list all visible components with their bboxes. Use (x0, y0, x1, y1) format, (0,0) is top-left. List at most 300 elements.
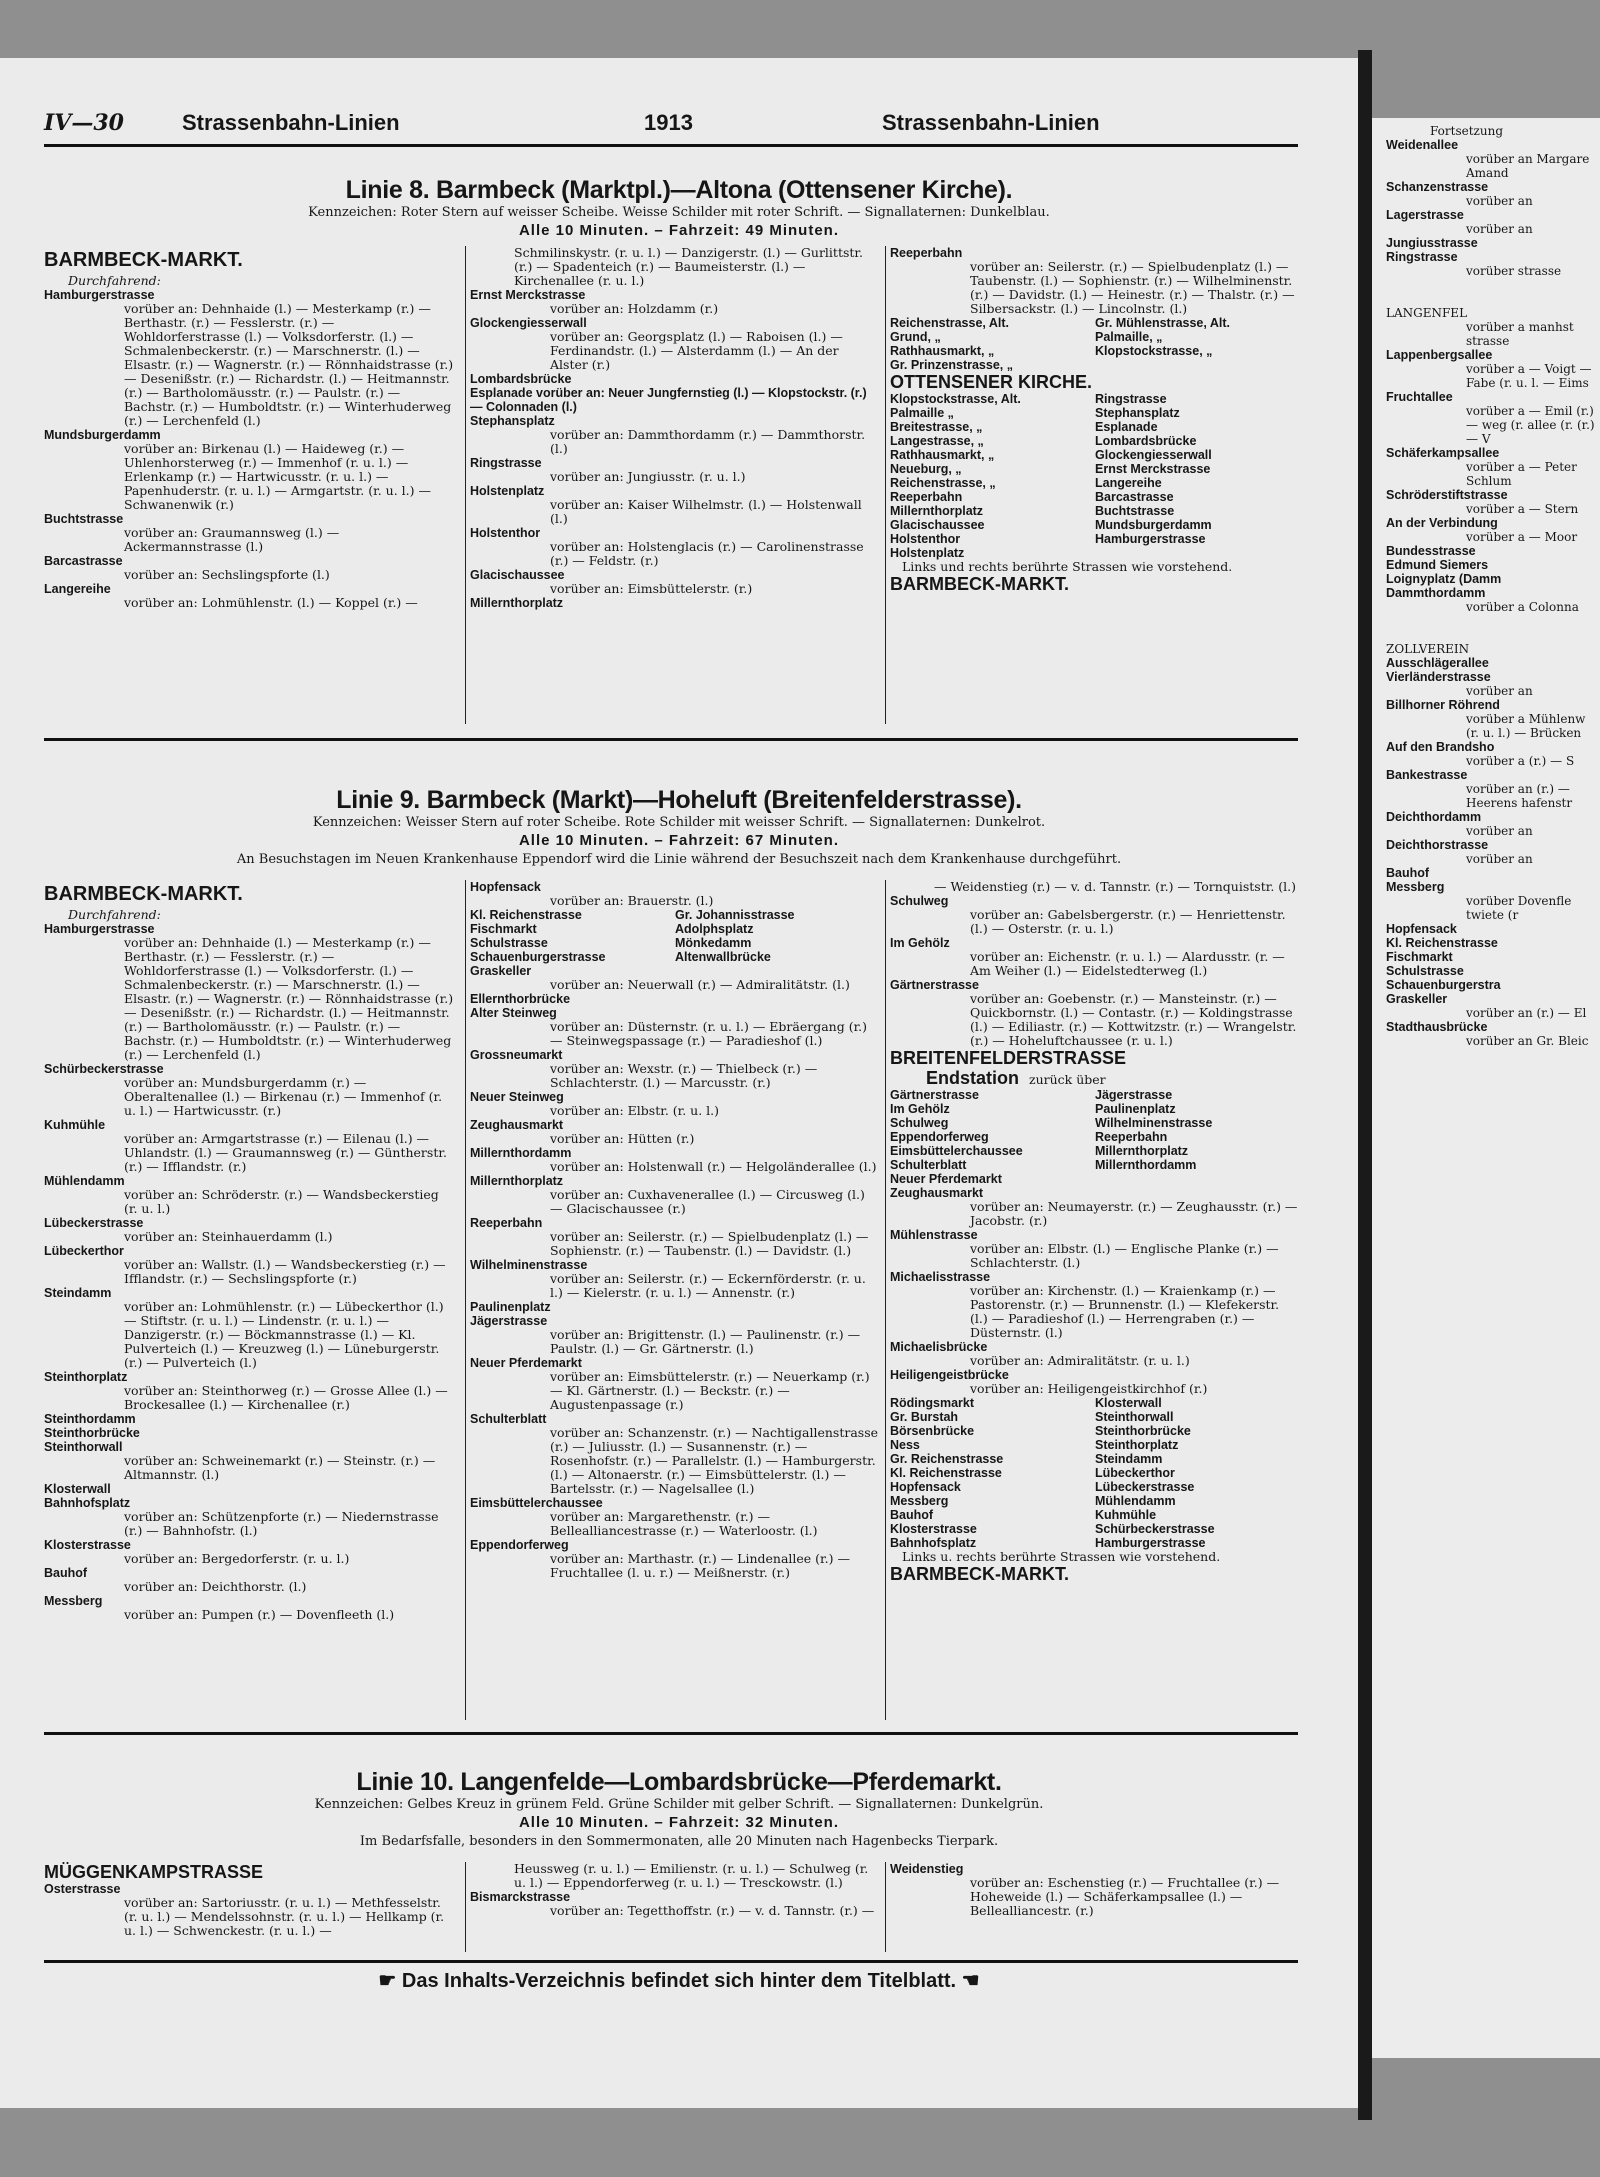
passing-streets: vorüber an: Düsternstr. (r. u. l.) — Ebräergang (r.) — Steinwegspassage (r.) — Paradieshof (l.) (550, 1019, 868, 1048)
stop-name: Gr. Mühlenstrasse, Alt. (1095, 316, 1230, 330)
line9-marks: Kennzeichen: Weisser Stern auf roter Scheibe. Rote Schilder mit weisser Schrift. — Signallaternen: Dunkelrot. (312, 815, 1046, 830)
line8-column-2 (470, 246, 880, 610)
stop-name: Rathhausmarkt, „ (890, 344, 995, 358)
stop-name: Schauenburgerstra (1386, 978, 1501, 992)
passing-streets: vorüber an: Deichthorstr. (l.) (124, 1579, 307, 1594)
passing-streets: vorüber a — Emil (r.) — weg (r. allee (r. (r.) — V (1466, 404, 1595, 446)
line8-marks: Kennzeichen: Roter Stern auf weisser Scheibe. Weisse Schilder mit roter Schrift. — Signallaternen: Dunkelblau. (308, 205, 1050, 220)
terminus-heading: LANGENFEL (1386, 306, 1468, 320)
header-left-title: Strassenbahn-Linien (182, 110, 400, 135)
passing-streets: vorüber an: Schanzenstr. (r.) — Nachtigallenstrasse (r.) — Juliusstr. (l.) — Susannenstr. (r.) — Rosenhofstr. (r.) — Parallelstr. (l.) — Hamburgerstr. (l.) — Altonaerstr. (r.) — Eimsbüttelerstr. (l.) — Bartelsstr. (r.) — Nagelsallee (l.) (550, 1425, 879, 1496)
passing-streets: vorüber a — Peter Schlum (1466, 460, 1577, 488)
stop-name: Bauhof (44, 1566, 88, 1580)
passing-streets: Heussweg (r. u. l.) — Emilienstr. (r. u. l.) — Schulweg (r. u. l.) — Eppendorferweg (r. u. l.) — Tresckowstr. (l.) (514, 1861, 869, 1890)
passing-streets: vorüber an (r.) — El (1466, 1006, 1587, 1020)
line9-column-1 (44, 880, 454, 1622)
stop-name: Schröderstiftstrasse (1386, 488, 1508, 502)
stop-name: Steindamm (44, 1286, 112, 1300)
passing-streets: vorüber an: Neuerwall (r.) — Admiralitätstr. (l.) (550, 977, 850, 992)
line9-column-2 (470, 880, 880, 1580)
stop-name: Stephansplatz (470, 414, 555, 428)
column-divider (465, 246, 466, 724)
stop-name: Reichenstrasse, „ (890, 476, 996, 490)
passing-streets: vorüber an: Pumpen (r.) — Dovenfleeth (l.) (124, 1607, 395, 1622)
stop-name: Vierländerstrasse (1386, 670, 1491, 684)
passing-streets: vorüber an: Georgsplatz (l.) — Raboisen (l.) — Ferdinandstr. (l.) — Alsterdamm (l.) — An der Alster (r.) (550, 329, 843, 372)
stop-pair-row (890, 358, 1300, 372)
stop-name: Kl. Reichenstrasse (470, 908, 582, 922)
line10-title: Linie 10. Langenfelde—Lombardsbrücke—Pferdemarkt. (356, 1768, 1002, 1796)
stop-name: Palmaille, „ (1095, 330, 1163, 344)
passing-streets: vorüber an: Steinthorweg (r.) — Grosse Allee (l.) — Brockesallee (l.) — Kirchenallee (r.) (124, 1383, 448, 1412)
stop-name: Kl. Reichenstrasse (890, 1466, 1002, 1480)
passing-streets: vorüber an: Hütten (r.) (550, 1131, 695, 1146)
passing-streets: vorüber an: Gabelsbergerstr. (r.) — Henriettenstr. (l.) — Osterstr. (r. u. l.) (970, 907, 1286, 936)
stop-pair-row (890, 420, 1300, 434)
stop-name: Messberg (1386, 880, 1445, 894)
passing-streets: vorüber an: Eichenstr. (r. u. l.) — Alardusstr. (r. — Am Weiher (l.) — Eidelstedterweg (l.) (970, 949, 1285, 978)
terminus-heading: BARMBECK-MARKT. (890, 1564, 1069, 1584)
stop-pair-row (890, 1424, 1300, 1438)
stop-pair-row (470, 908, 880, 922)
line9-note: An Besuchstagen im Neuen Krankenhause Eppendorf wird die Linie während der Besuchszeit nach dem Krankenhause durchgeführt. (236, 852, 1122, 867)
stop-name: Weidenstieg (890, 1862, 964, 1876)
passing-streets: vorüber an: Lohmühlenstr. (l.) — Koppel (r.) — (124, 595, 418, 610)
line9-frequency: Alle 10 Minuten. – Fahrzeit: 67 Minuten. (518, 832, 840, 849)
passing-streets: vorüber an: Seilerstr. (r.) — Spielbudenplatz (l.) — Sophienstr. (r.) — Taubenstr. (l.) — Davidstr. (l.) (550, 1229, 869, 1258)
stop-name: Glockengiesserwall (470, 316, 587, 330)
stop-name: Ringstrasse (470, 456, 542, 470)
stop-name: Mühlendamm (44, 1174, 125, 1188)
column-divider (885, 1862, 886, 1952)
stop-pair-row (890, 1102, 1300, 1116)
stop-name: Jungiusstrasse (1386, 236, 1478, 250)
stop-name: Dammthordamm (1386, 586, 1486, 600)
passing-streets: vorüber Dovenfle twiete (r (1466, 894, 1572, 922)
passing-streets: vorüber a — Moor (1466, 530, 1578, 544)
stop-name: Fruchtallee (1386, 390, 1453, 404)
stop-name: Klopstockstrasse, Alt. (890, 392, 1021, 406)
stop-name: Holstenthor (470, 526, 541, 540)
passing-streets: vorüber an (1466, 222, 1533, 236)
passing-streets: vorüber an Gr. Bleic (1466, 1034, 1589, 1048)
stop-name: Holstenplatz (470, 484, 545, 498)
stop-name: Millernthordamm (470, 1146, 572, 1160)
stop-name: Schanzenstrasse (1386, 180, 1489, 194)
passing-streets: vorüber an: Eimsbüttelerstr. (r.) — Neuerkamp (r.) — Kl. Gärtnerstr. (l.) — Beckstr. (r.) — Augustenpassage (r.) (550, 1369, 870, 1412)
passing-streets: vorüber an: Steinhauerdamm (l.) (124, 1229, 333, 1244)
stop-name: Esplanade vorüber an: Neuer Jungfernstieg (l.) — Klopstockstr. (r.) — Colonnaden (l.) (470, 386, 867, 414)
column-divider (465, 1862, 466, 1952)
endstation-row (890, 1068, 1300, 1088)
stop-name: Steinthorwall (1095, 1410, 1174, 1424)
stop-name: Schäferkampsallee (1386, 446, 1500, 460)
stop-name: Billhorner Röhrend (1386, 698, 1500, 712)
passing-streets: vorüber an: Dehnhaide (l.) — Mesterkamp (r.) — Berthastr. (r.) — Fesslerstr. (r.) — Wohldorferstrasse (l.) — Volksdorferstr. (l.) — Schmalenbeckerstr. (r.) — Marschnerstr. (l.) — Elsastr. (r.) — Wagnerstr. (r.) — Rönnhaidstrasse (r.) — Desenißstr. (r.) — Richardstr. (l.) — Heitmannstr. (r.) — Bartholomäusstr. (r.) — Paulstr. (r.) — Bachstr. (r.) — Humboldtstr. (r.) — Winterhuderweg (r.) — Lerchenfeld (l.) (124, 301, 454, 428)
stop-name: Palmaille „ (890, 406, 954, 420)
passing-streets: vorüber an: Lohmühlenstr. (r.) — Lübeckerthor (l.) — Stiftstr. (r. u. l.) — Lindenstr. (r. u. l.) — Danzigerstr. (r.) — Böckmannstrasse (l.) — Kl. Pulverteich (l.) — Kreuzweg (l.) — Lüneburgerstr. (r.) — Pulverteich (l.) (124, 1299, 444, 1370)
stop-name: Mönkedamm (675, 936, 752, 950)
stop-name: Börsenbrücke (890, 1424, 975, 1438)
stop-name: Jägerstrasse (470, 1314, 548, 1328)
stop-name: Steindamm (1095, 1452, 1163, 1466)
passing-streets: vorüber an: Goebenstr. (r.) — Mansteinstr. (r.) — Quickbornstr. (l.) — Contastr. (r.) — Koldingstrasse (l.) — Ediliastr. (r.) — Kottwitzstr. (r.) — Wrangelstr. (r.) — Hoheluftchaussee (r. u. l.) (970, 991, 1297, 1048)
stop-name: Holstenplatz (890, 546, 965, 560)
stop-name: Bankestrasse (1386, 768, 1468, 782)
stop-name: Altenwallbrücke (675, 950, 771, 964)
stop-name: Gr. Johannisstrasse (675, 908, 795, 922)
header-rule (44, 144, 1298, 147)
stop-name: Hopfensack (890, 1480, 961, 1494)
terminus-heading: BREITENFELDERSTRASSE (890, 1048, 1127, 1068)
right-page (1372, 118, 1600, 2058)
column-divider (885, 880, 886, 1720)
passing-streets: vorüber an: Kaiser Wilhelmstr. (l.) — Holstenwall (l.) (550, 497, 862, 526)
stop-name: Barcastrasse (1095, 490, 1174, 504)
page-number: IV—30 (44, 110, 124, 136)
label: Durchfahrend: (68, 907, 161, 922)
stop-name: Kuhmühle (44, 1118, 106, 1132)
stop-name: Steinthorbrücke (44, 1426, 140, 1440)
passing-streets: vorüber an (r.) — Heerens hafenstr (1466, 782, 1573, 810)
stop-name: Hamburgerstrasse (44, 922, 155, 936)
passing-streets: vorüber an: Bergedorferstr. (r. u. l.) (124, 1551, 350, 1566)
stop-name: Michaelisstrasse (890, 1270, 991, 1284)
line10-frequency: Alle 10 Minuten. – Fahrzeit: 32 Minuten. (518, 1814, 840, 1831)
stop-name: Rathhausmarkt, „ (890, 448, 995, 462)
stop-name: Glacischaussee (890, 518, 985, 532)
terminus-heading: OTTENSENER KIRCHE. (890, 372, 1093, 392)
stop-name: Ellernthorbrücke (470, 992, 571, 1006)
stop-pair-row (890, 316, 1300, 330)
stop-name: Schulterblatt (890, 1158, 967, 1172)
stop-name: Millernthorplatz (1095, 1144, 1189, 1158)
stop-name: Eimsbüttelerchaussee (890, 1144, 1023, 1158)
stop-name: Fischmarkt (1386, 950, 1453, 964)
stop-name: Deichthorstrasse (1386, 838, 1489, 852)
line9-column-3 (890, 880, 1300, 1584)
stop-pair-row (890, 1088, 1300, 1102)
passing-streets: Schmilinskystr. (r. u. l.) — Danzigerstr. (l.) — Gurlittstr. (r.) — Spadenteich (r.) — Baumeisterstr. (l.) — Kirchenallee (r. u. l.) (514, 245, 863, 288)
passing-streets: vorüber an: Jungiusstr. (r. u. l.) (550, 469, 746, 484)
stop-pair-row (890, 490, 1300, 504)
stop-name: Glacischaussee (470, 568, 565, 582)
line8-frequency: Alle 10 Minuten. – Fahrzeit: 49 Minuten. (518, 222, 840, 239)
stop-pair-row (890, 1452, 1300, 1466)
pointing-hand-icon: ☛ (378, 1970, 402, 1992)
stop-name: Ringstrasse (1095, 392, 1167, 406)
stop-name: Stephansplatz (1095, 406, 1180, 420)
stop-pair-row (890, 1522, 1300, 1536)
line8-column-1 (44, 246, 454, 610)
stop-name: Barcastrasse (44, 554, 123, 568)
stop-name: Wilhelminenstrasse (470, 1258, 588, 1272)
label: Durchfahrend: (68, 273, 161, 288)
stop-name: Schauenburgerstrasse (470, 950, 606, 964)
stop-name: Gärtnerstrasse (890, 1088, 979, 1102)
stop-name: Osterstrasse (44, 1882, 121, 1896)
stop-name: Lagerstrasse (1386, 208, 1464, 222)
stop-name: Graskeller (1386, 992, 1448, 1006)
stop-name: Grund, „ (890, 330, 941, 344)
passing-streets: vorüber an: Eschenstieg (r.) — Fruchtallee (r.) — Hoheweide (l.) — Schäferkampsallee (l.) — Bellealliancestr. (r.) (970, 1875, 1280, 1918)
passing-streets: vorüber an: Sartoriusstr. (r. u. l.) — Methfesselstr. (r. u. l.) — Mendelssohnstr. (r. u. l.) — Hellkamp (r. u. l.) — Schwenckestr. (r. u. l.) — (124, 1895, 445, 1938)
passing-streets: vorüber an: Eimsbüttelerstr. (r.) (550, 581, 753, 596)
line10-column-3 (890, 1862, 1300, 1918)
stop-name: Ausschlägerallee (1386, 656, 1489, 670)
stop-name: Schulweg (890, 1116, 949, 1130)
passing-streets: vorüber an (1466, 824, 1533, 838)
stop-name: Paulinenplatz (470, 1300, 551, 1314)
stop-name: Lübeckerthor (44, 1244, 124, 1258)
passing-streets: vorüber an (1466, 684, 1533, 698)
passing-streets: vorüber an: Admiralitätstr. (r. u. l.) (970, 1353, 1190, 1368)
passing-streets: vorüber a (r.) — S (1466, 754, 1575, 768)
stop-name: Eppendorferweg (890, 1130, 989, 1144)
stop-name: Loignyplatz (Damm (1386, 572, 1502, 586)
terminus-heading: BARMBECK-MARKT. (44, 249, 243, 271)
passing-streets: vorüber a — Stern (1466, 502, 1579, 516)
stop-name: Hopfensack (1386, 922, 1457, 936)
stop-pair-row (470, 922, 880, 936)
passing-streets: vorüber an Margare Amand (1466, 152, 1590, 180)
passing-streets: vorüber an: Schröderstr. (r.) — Wandsbeckerstieg (r. u. l.) (124, 1187, 439, 1216)
stop-pair-row (890, 330, 1300, 344)
passing-streets: vorüber an: Seilerstr. (r.) — Spielbudenplatz (l.) — Taubenstr. (l.) — Sophienstr. (r.) — Wilhelminenstr. (r.) — Davidstr. (l.) — Heinestr. (r.) — Thalstr. (r.) — Silbersackstr. (l.) — Lincolnstr. (l.) (970, 259, 1295, 316)
stop-name: Heiligengeistbrücke (890, 1368, 1009, 1382)
passing-streets: vorüber an: Brigittenstr. (l.) — Paulinenstr. (r.) — Paulstr. (l.) — Gr. Gärtnerstr. (l.) (550, 1327, 861, 1356)
stop-name: Jägerstrasse (1095, 1088, 1173, 1102)
footer-note (0, 1968, 1358, 1993)
column-divider (885, 246, 886, 724)
stop-pair-row (890, 462, 1300, 476)
stop-name: Lombardsbrücke (470, 372, 572, 386)
stop-name: Neuer Pferdemarkt (890, 1172, 1002, 1186)
passing-streets: vorüber an: Birkenau (l.) — Haideweg (r.) — Uhlenhorsterweg (r.) — Immenhof (r. u. l.) — Erlenkamp (r.) — Hartwicusstr. (r. u. l.) — Papenhuderstr. (r. u. l.) — Armgartstr. (r. u. l.) — Schwanenwik (r.) (124, 441, 431, 512)
passing-streets: vorüber a manhst strasse (1466, 320, 1574, 348)
passing-streets: vorüber a — Voigt — Fabe (r. u. l. — Eims (1466, 362, 1592, 390)
stop-name: Mundsburgerdamm (1095, 518, 1212, 532)
stop-name: Bahnhofsplatz (890, 1536, 977, 1550)
passing-streets: vorüber an: Brauerstr. (l.) (550, 893, 714, 908)
stop-pair-row (890, 1438, 1300, 1452)
stop-name: Lübeckerstrasse (1095, 1480, 1195, 1494)
stop-name: Steinthorplatz (44, 1370, 128, 1384)
stop-name: Gr. Burstah (890, 1410, 959, 1424)
stop-name: Esplanade (1095, 420, 1158, 434)
stop-name: An der Verbindung (1386, 516, 1498, 530)
line8-column-3 (890, 246, 1300, 594)
terminus-heading: BARMBECK-MARKT. (44, 883, 243, 905)
stop-name: Edmund Siemers (1386, 558, 1489, 572)
stop-name: Wilhelminenstrasse (1095, 1116, 1213, 1130)
passing-streets: vorüber an: Dammthordamm (r.) — Dammthorstr. (l.) (550, 427, 866, 456)
stop-name: Steinthorwall (44, 1440, 123, 1454)
passing-streets: vorüber an: Wexstr. (r.) — Thielbeck (r.) — Schlachterstr. (l.) — Marcusstr. (r.) (550, 1061, 818, 1090)
stop-name: Mühlendamm (1095, 1494, 1176, 1508)
stop-name: Fischmarkt (470, 922, 537, 936)
stop-name: Graskeller (470, 964, 532, 978)
passing-streets: vorüber an: Seilerstr. (r.) — Eckernförderstr. (r. u. l.) — Kielerstr. (r. u. l.) — Annenstr. (r.) (550, 1271, 866, 1300)
stop-pair-row (890, 1144, 1300, 1158)
stop-name: Schulweg (890, 894, 949, 908)
stop-name: Gärtnerstrasse (890, 978, 979, 992)
passing-streets: vorüber an: Armgartstrasse (r.) — Eilenau (l.) — Uhlandstr. (l.) — Graumannsweg (r.) — Güntherstr. (r.) — Ifflandstr. (r.) (124, 1131, 447, 1174)
return-note: Links und rechts berührte Strassen wie vorstehend. (902, 559, 1233, 574)
stop-name: Glockengiesserwall (1095, 448, 1212, 462)
stop-pair-row (890, 448, 1300, 462)
book-gutter (1358, 50, 1372, 2120)
stop-name: Mundsburgerdamm (44, 428, 161, 442)
stop-name: Langereihe (1095, 476, 1162, 490)
stop-name: Schulstrasse (470, 936, 548, 950)
stop-name: Neuer Steinweg (470, 1090, 564, 1104)
stop-pair-row (470, 936, 880, 950)
stop-pair-row (890, 546, 1300, 560)
stop-name: Auf den Brandsho (1386, 740, 1495, 754)
stop-name: Hamburgerstrasse (1095, 1536, 1206, 1550)
passing-streets: vorüber an: Cuxhavenerallee (l.) — Circusweg (l.) — Glacischaussee (r.) (550, 1187, 865, 1216)
passing-streets: vorüber an: Elbstr. (r. u. l.) (550, 1103, 720, 1118)
passing-streets: vorüber an: Holstenwall (r.) — Helgoländerallee (l.) (550, 1159, 877, 1174)
stop-pair-row (890, 392, 1300, 406)
header-right-title: Strassenbahn-Linien (882, 110, 1100, 135)
stop-name: Hamburgerstrasse (1095, 532, 1206, 546)
passing-streets: vorüber an: Holzdamm (r.) (550, 301, 719, 316)
return-note: Links u. rechts berührte Strassen wie vorstehend. (902, 1549, 1221, 1564)
passing-streets: vorüber an: Holstenglacis (r.) — Carolinenstrasse (r.) — Feldstr. (r.) (550, 539, 864, 568)
stop-name: Messberg (44, 1594, 103, 1608)
section-rule (44, 738, 1298, 741)
stop-pair-row (890, 1116, 1300, 1130)
line9-title: Linie 9. Barmbeck (Markt)—Hoheluft (Breitenfelderstrasse). (336, 786, 1022, 814)
stop-name: Zeughausmarkt (470, 1118, 564, 1132)
stop-name: Gr. Reichenstrasse (890, 1452, 1004, 1466)
stop-pair-row (890, 344, 1300, 358)
terminus-heading: ZOLLVEREIN (1386, 642, 1470, 656)
section-rule (44, 1960, 1298, 1963)
stop-name (1095, 1172, 1300, 1186)
stop-name: Bauhof (890, 1508, 934, 1522)
passing-streets: vorüber an (1466, 852, 1533, 866)
stop-name: Klosterwall (44, 1482, 111, 1496)
return-label: zurück über (1029, 1072, 1106, 1087)
stop-pair-row (890, 1536, 1300, 1550)
stop-pair-row (890, 1508, 1300, 1522)
stop-name: Reeperbahn (890, 246, 963, 260)
stop-name: Schulstrasse (1386, 964, 1464, 978)
stop-name: Klopstockstrasse, „ (1095, 344, 1213, 358)
stop-name: Schürbeckerstrasse (1095, 1522, 1215, 1536)
stop-name: Messberg (890, 1494, 949, 1508)
passing-streets: — Weidenstieg (r.) — v. d. Tannstr. (r.) — Tornquiststr. (l.) (934, 879, 1297, 894)
stop-pair-row (890, 1130, 1300, 1144)
line8-title: Linie 8. Barmbeck (Marktpl.)—Altona (Ottensener Kirche). (345, 176, 1013, 204)
passing-streets: vorüber an: Schützenpforte (r.) — Niedernstrasse (r.) — Bahnhofstr. (l.) (124, 1509, 439, 1538)
stop-name: Millernthorplatz (890, 504, 984, 518)
stop-name: Gr. Prinzenstrasse, „ (890, 358, 1013, 372)
stop-pair-row (890, 1158, 1300, 1172)
stop-name: Lübeckerthor (1095, 1466, 1175, 1480)
stop-name: Ernst Merckstrasse (470, 288, 586, 302)
stop-name: Lübeckerstrasse (44, 1216, 144, 1230)
stop-name: Hamburgerstrasse (44, 288, 155, 302)
passing-streets: vorüber an: Marthastr. (r.) — Lindenallee (r.) — Fruchtallee (l. u. r.) — Meißnerstr. (r.) (550, 1551, 850, 1580)
stop-name: Ernst Merckstrasse (1095, 462, 1211, 476)
stop-pair-row (890, 476, 1300, 490)
stop-pair-row (890, 1410, 1300, 1424)
stop-name: Ness (890, 1438, 920, 1452)
stop-name: Kl. Reichenstrasse (1386, 936, 1498, 950)
stop-name: Alter Steinweg (470, 1006, 557, 1020)
stop-name: Langestrasse, „ (890, 434, 984, 448)
stop-name: Buchtstrasse (44, 512, 124, 526)
stop-name: Lappenbergsallee (1386, 348, 1493, 362)
passing-streets: vorüber an: Elbstr. (l.) — Englische Planke (r.) — Schlachterstr. (l.) (970, 1241, 1279, 1270)
stop-pair-row (890, 434, 1300, 448)
stop-name: Im Gehölz (890, 936, 950, 950)
stop-name: Mühlenstrasse (890, 1228, 978, 1242)
stop-name: Bundesstrasse (1386, 544, 1476, 558)
passing-streets: vorüber an: Mundsburgerdamm (r.) — Oberaltenallee (l.) — Birkenau (r.) — Immenhof (r. u. l.) — Hartwicusstr. (r.) (124, 1075, 443, 1118)
stop-pair-row (890, 1494, 1300, 1508)
stop-pair-row (890, 504, 1300, 518)
passing-streets: vorüber a Colonna (1466, 600, 1579, 614)
passing-streets: vorüber an: Tegetthoffstr. (r.) — v. d. Tannstr. (r.) — (550, 1903, 875, 1918)
passing-streets: vorüber strasse (1466, 264, 1562, 278)
stop-name (1095, 358, 1300, 372)
stop-name: Neueburg, „ (890, 462, 962, 476)
stop-name: Bauhof (1386, 866, 1430, 880)
stop-name: Neuer Pferdemarkt (470, 1356, 582, 1370)
stop-name: Michaelisbrücke (890, 1340, 988, 1354)
stop-name: Weidenallee (1386, 138, 1459, 152)
stop-name: Ringstrasse (1386, 250, 1458, 264)
stop-name: Im Gehölz (890, 1102, 950, 1116)
stop-name: Millernthordamm (1095, 1158, 1197, 1172)
stop-name: Zeughausmarkt (890, 1186, 984, 1200)
stop-name: Schulterblatt (470, 1412, 547, 1426)
stop-name: Steinthordamm (44, 1412, 136, 1426)
stop-name: Klosterstrasse (890, 1522, 977, 1536)
stop-name: Millernthorplatz (470, 596, 564, 610)
stop-name: Eimsbüttelerchaussee (470, 1496, 603, 1510)
passing-streets: vorüber an: Graumannsweg (l.) — Ackermannstrasse (l.) (124, 525, 340, 554)
stop-name: Millernthorplatz (470, 1174, 564, 1188)
stop-name: Rödingsmarkt (890, 1396, 975, 1410)
stop-name: Hopfensack (470, 880, 541, 894)
stop-name: Buchtstrasse (1095, 504, 1175, 518)
stop-pair-row (890, 1480, 1300, 1494)
section-rule (44, 1732, 1298, 1735)
passing-streets: vorüber an: Heiligengeistkirchhof (r.) (970, 1381, 1208, 1396)
page-header (44, 110, 1298, 136)
stop-name: Grossneumarkt (470, 1048, 563, 1062)
stop-name: Holstenthor (890, 532, 961, 546)
stop-pair-row (890, 1466, 1300, 1480)
stop-pair-row (470, 950, 880, 964)
stop-name: Stadthausbrücke (1386, 1020, 1488, 1034)
line10-column-2 (470, 1862, 880, 1918)
stop-pair-row (890, 1396, 1300, 1410)
footer-text: Das Inhalts-Verzeichnis befindet sich hinter dem Titelblatt. (401, 1970, 957, 1992)
passing-streets: vorüber a Mühlenw (r. u. l.) — Brücken (1466, 712, 1586, 740)
header-year: 1913 (644, 110, 693, 135)
stop-pair-row (890, 406, 1300, 420)
passing-streets: Fortsetzung (1430, 124, 1503, 138)
stop-name (1095, 546, 1300, 560)
stop-pair-row (890, 518, 1300, 532)
